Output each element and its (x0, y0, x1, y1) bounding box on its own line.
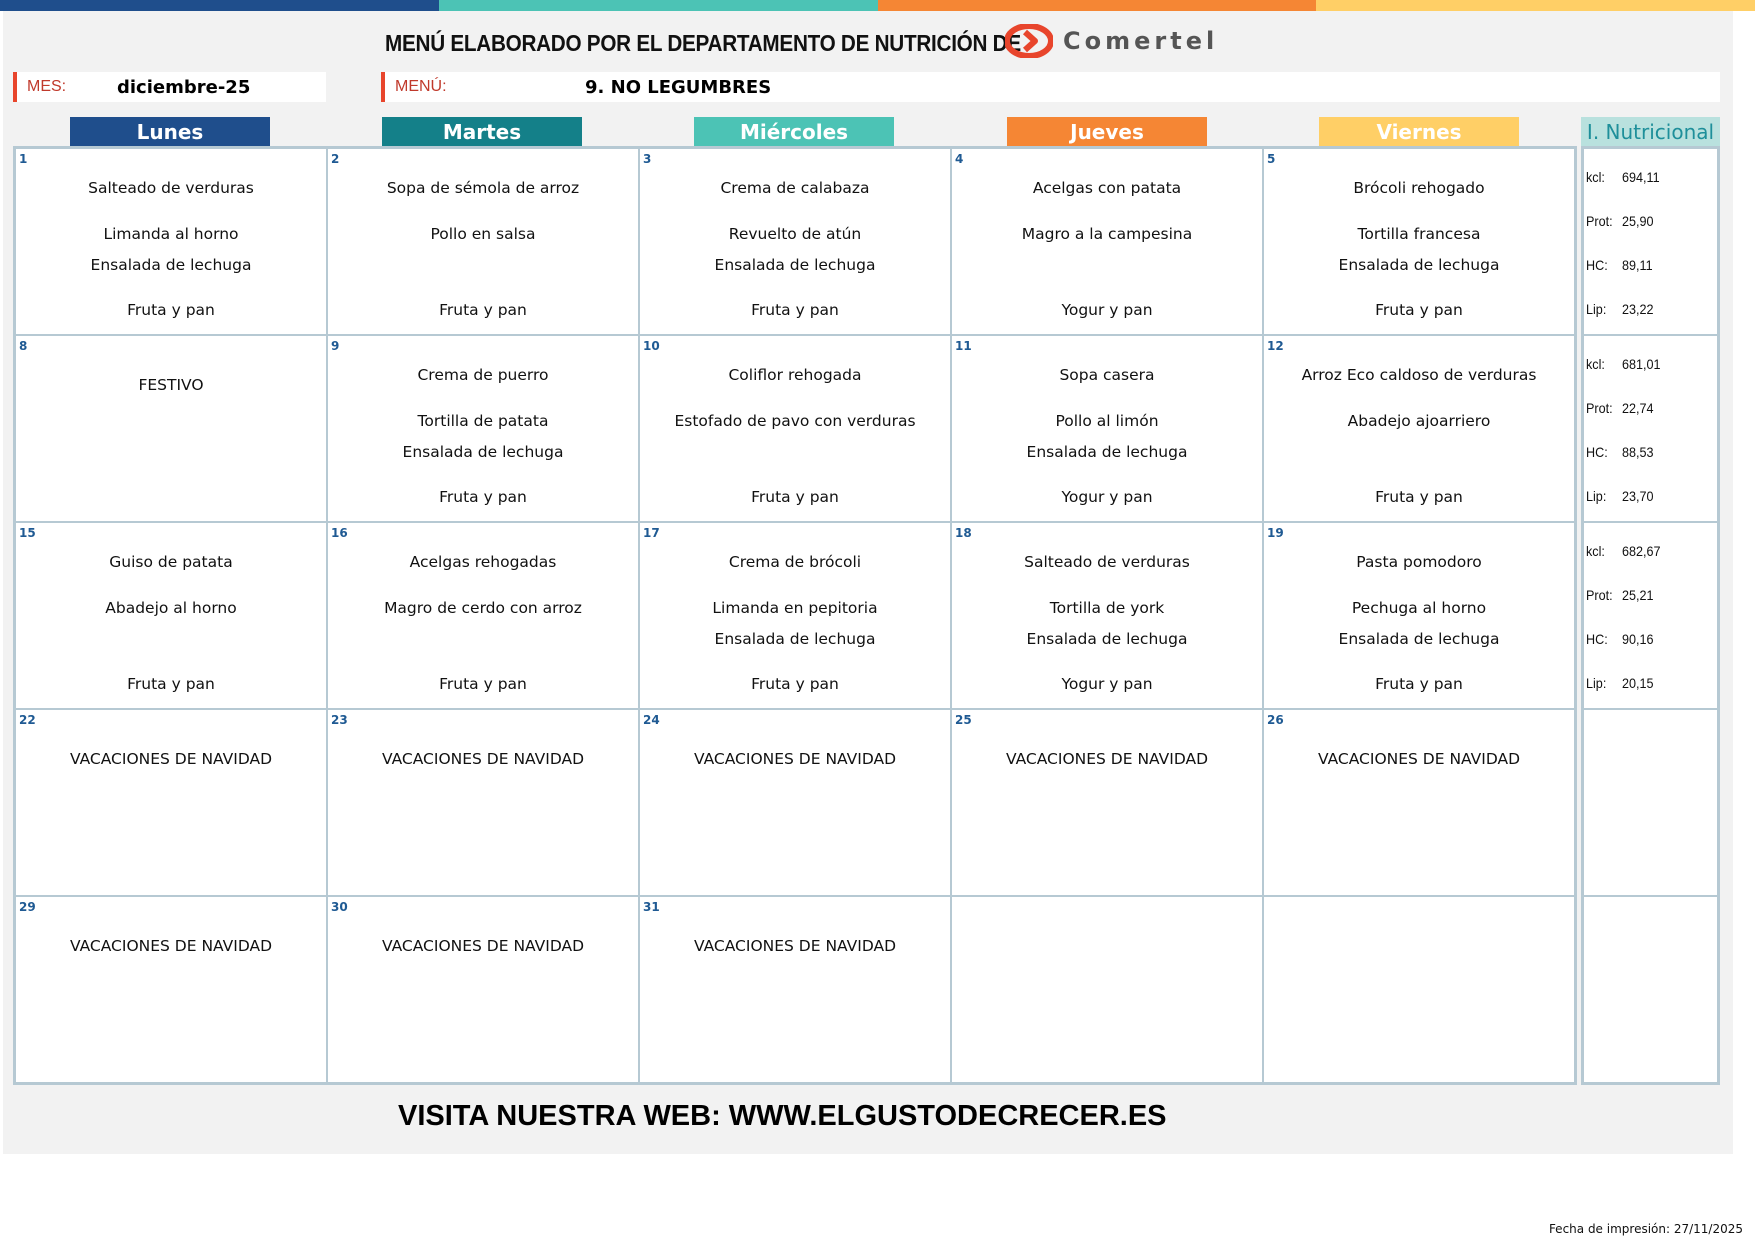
day-cell (327, 148, 639, 335)
menu-field (381, 72, 1720, 102)
nutrition-line-kcl (1586, 356, 1661, 372)
day-cell (15, 709, 327, 896)
day-number: 4 (955, 152, 964, 166)
nutrition-line-kcl (1586, 169, 1660, 185)
day-cell (15, 896, 327, 1083)
nutrition-header: I. Nutricional (1581, 117, 1720, 147)
day-header-viernes: Viernes (1319, 117, 1519, 147)
dish-item: VACACIONES DE NAVIDAD (693, 750, 897, 768)
dish-item: VACACIONES DE NAVIDAD (381, 937, 585, 955)
nutrition-value: 694,11 (1622, 169, 1660, 185)
day-header-jueves: Jueves (1007, 117, 1207, 147)
day-cell (951, 522, 1263, 709)
nutrition-cell (1583, 522, 1718, 709)
day-cell (15, 148, 327, 335)
day-cell (327, 522, 639, 709)
day-number: 3 (643, 152, 652, 166)
dish-item: VACACIONES DE NAVIDAD (381, 750, 585, 768)
dish-item: Yogur y pan (1061, 301, 1153, 319)
nutrition-label: Prot: (1586, 587, 1613, 603)
day-cell (639, 709, 951, 896)
dish-item: Crema de puerro (417, 366, 549, 384)
dish-item: Limanda al horno (103, 225, 239, 243)
nutrition-label: kcl: (1586, 356, 1605, 372)
day-cell (1263, 709, 1575, 896)
dish-item: Pollo en salsa (430, 225, 536, 243)
nutrition-value: 23,22 (1622, 301, 1654, 317)
dish-item: VACACIONES DE NAVIDAD (69, 937, 273, 955)
nutrition-label: Prot: (1586, 213, 1613, 229)
nutrition-label: Lip: (1586, 675, 1607, 691)
nutrition-cell (1583, 896, 1718, 1083)
nutrition-cell (1583, 335, 1718, 522)
dish-item: Brócoli rehogado (1353, 179, 1485, 197)
nutrition-value: 20,15 (1622, 675, 1654, 691)
day-number: 10 (643, 339, 660, 353)
dish-item: Fruta y pan (439, 675, 527, 693)
dish-item: Ensalada de lechuga (1338, 256, 1500, 274)
dish-item: Abadejo ajoarriero (1347, 412, 1491, 430)
dish-item: Fruta y pan (127, 301, 215, 319)
day-cell (1263, 148, 1575, 335)
day-number: 8 (19, 339, 28, 353)
day-cell (639, 335, 951, 522)
day-number: 15 (19, 526, 36, 540)
dish-item: Magro a la campesina (1021, 225, 1193, 243)
day-number: 19 (1267, 526, 1284, 540)
comertel-logo-icon (1005, 24, 1053, 58)
nutrition-line-hc (1586, 631, 1654, 647)
nutrition-line-lip (1586, 675, 1654, 691)
dish-item: Fruta y pan (1375, 675, 1463, 693)
day-cell (951, 148, 1263, 335)
dish-item: Fruta y pan (751, 675, 839, 693)
nutrition-value: 90,16 (1622, 631, 1654, 647)
dish-item: Salteado de verduras (88, 179, 254, 197)
nutrition-label: HC: (1586, 257, 1608, 273)
day-cell (327, 335, 639, 522)
day-number: 18 (955, 526, 972, 540)
dish-item: Tortilla de york (1049, 599, 1165, 617)
dish-item: VACACIONES DE NAVIDAD (69, 750, 273, 768)
day-number: 12 (1267, 339, 1284, 353)
dish-item: Fruta y pan (439, 301, 527, 319)
website-banner: VISITA NUESTRA WEB: WWW.ELGUSTODECRECER.ES (398, 1100, 1167, 1132)
dish-item: Tortilla de patata (417, 412, 549, 430)
nutrition-cell (1583, 148, 1718, 335)
nutrition-value: 25,21 (1622, 587, 1654, 603)
day-number: 23 (331, 713, 348, 727)
nutrition-line-lip (1586, 488, 1654, 504)
day-cell (951, 335, 1263, 522)
dish-item: Fruta y pan (127, 675, 215, 693)
dish-item: Pollo al limón (1055, 412, 1159, 430)
dish-item: Ensalada de lechuga (1026, 443, 1188, 461)
top-bar-segment-yellow (1316, 0, 1755, 11)
top-bar-segment-teal (439, 0, 878, 11)
day-cell (15, 335, 327, 522)
day-cell (1263, 522, 1575, 709)
day-number: 1 (19, 152, 28, 166)
nutrition-line-hc (1586, 444, 1654, 460)
title-row (385, 28, 1092, 58)
dish-item: FESTIVO (138, 376, 204, 394)
dish-item: Ensalada de lechuga (402, 443, 564, 461)
comertel-logo (1005, 24, 1218, 58)
day-header-miercoles: Miércoles (694, 117, 894, 147)
nutrition-label: Prot: (1586, 400, 1613, 416)
day-number: 31 (643, 900, 660, 914)
menu-label: MENÚ: (395, 78, 447, 95)
top-bar-segment-blue (0, 0, 439, 11)
top-bar-segment-orange (878, 0, 1317, 11)
dish-item: Ensalada de lechuga (1338, 630, 1500, 648)
nutrition-value: 25,90 (1622, 213, 1654, 229)
nutrition-label: Lip: (1586, 301, 1607, 317)
dish-item: Estofado de pavo con verduras (674, 412, 916, 430)
dish-item: Fruta y pan (751, 301, 839, 319)
dish-item: Sopa de sémola de arroz (386, 179, 580, 197)
dish-item: Crema de brócoli (728, 553, 862, 571)
nutrition-label: HC: (1586, 631, 1608, 647)
nutrition-line-prot (1586, 213, 1654, 229)
day-number: 22 (19, 713, 36, 727)
nutrition-line-prot (1586, 587, 1654, 603)
menu-calendar-grid (13, 146, 1577, 1085)
day-cell (951, 896, 1263, 1083)
dish-item: Sopa casera (1059, 366, 1155, 384)
day-number: 17 (643, 526, 660, 540)
nutrition-line-kcl (1586, 543, 1661, 559)
nutrition-label: kcl: (1586, 543, 1605, 559)
day-number: 25 (955, 713, 972, 727)
dish-item: Acelgas rehogadas (409, 553, 557, 571)
day-cell (1263, 335, 1575, 522)
day-number: 30 (331, 900, 348, 914)
nutrition-value: 23,70 (1622, 488, 1654, 504)
dish-item: Yogur y pan (1061, 488, 1153, 506)
nutrition-value: 89,11 (1622, 257, 1653, 273)
day-number: 11 (955, 339, 972, 353)
dish-item: Fruta y pan (1375, 488, 1463, 506)
dish-item: Magro de cerdo con arroz (384, 599, 582, 617)
print-date: Fecha de impresión: 27/11/2025 (1548, 1222, 1743, 1236)
dish-item: VACACIONES DE NAVIDAD (693, 937, 897, 955)
dish-item: Fruta y pan (1375, 301, 1463, 319)
dish-item: Crema de calabaza (720, 179, 870, 197)
nutrition-value: 88,53 (1622, 444, 1654, 460)
dish-item: Yogur y pan (1061, 675, 1153, 693)
day-number: 2 (331, 152, 340, 166)
day-cell (1263, 896, 1575, 1083)
day-number: 9 (331, 339, 340, 353)
dish-item: Fruta y pan (439, 488, 527, 506)
dish-item: Fruta y pan (751, 488, 839, 506)
logo-text: Comertel (1063, 27, 1219, 55)
dish-item: Ensalada de lechuga (714, 256, 876, 274)
day-cell (639, 522, 951, 709)
day-cell (327, 896, 639, 1083)
menu-value: 9. NO LEGUMBRES (585, 76, 772, 98)
nutrition-line-lip (1586, 301, 1654, 317)
nutrition-line-hc (1586, 257, 1653, 273)
day-number: 26 (1267, 713, 1284, 727)
day-number: 29 (19, 900, 36, 914)
dish-item: Coliflor rehogada (728, 366, 862, 384)
dish-item: Ensalada de lechuga (714, 630, 876, 648)
month-value: diciembre-25 (117, 76, 251, 98)
day-number: 16 (331, 526, 348, 540)
dish-item: Pasta pomodoro (1356, 553, 1482, 571)
dish-item: Pechuga al horno (1351, 599, 1487, 617)
dish-item: Salteado de verduras (1024, 553, 1190, 571)
dish-item: Ensalada de lechuga (1026, 630, 1188, 648)
month-label: MES: (27, 78, 67, 95)
nutrition-value: 681,01 (1622, 356, 1661, 372)
day-cell (327, 709, 639, 896)
dish-item: Acelgas con patata (1032, 179, 1182, 197)
day-cell (951, 709, 1263, 896)
dish-item: Tortilla francesa (1357, 225, 1481, 243)
nutrition-cell (1583, 709, 1718, 896)
day-number: 5 (1267, 152, 1276, 166)
dish-item: Arroz Eco caldoso de verduras (1301, 366, 1537, 384)
nutrition-line-prot (1586, 400, 1654, 416)
day-cell (639, 148, 951, 335)
dish-item: Ensalada de lechuga (90, 256, 252, 274)
dish-item: Guiso de patata (109, 553, 233, 571)
nutrition-label: kcl: (1586, 169, 1605, 185)
nutrition-label: HC: (1586, 444, 1608, 460)
day-cell (15, 522, 327, 709)
day-header-lunes: Lunes (70, 117, 270, 147)
dish-item: Limanda en pepitoria (712, 599, 878, 617)
top-color-bar (0, 0, 1755, 11)
month-field (13, 72, 326, 102)
nutrition-label: Lip: (1586, 488, 1607, 504)
nutrition-value: 682,67 (1622, 543, 1661, 559)
day-header-martes: Martes (382, 117, 582, 147)
day-number: 24 (643, 713, 660, 727)
page-title: MENÚ ELABORADO POR EL DEPARTAMENTO DE NUTRICIÓN DE (385, 29, 1021, 56)
dish-item: VACACIONES DE NAVIDAD (1005, 750, 1209, 768)
dish-item: Revuelto de atún (728, 225, 862, 243)
nutrition-value: 22,74 (1622, 400, 1654, 416)
day-cell (639, 896, 951, 1083)
nutrition-column (1581, 146, 1720, 1085)
dish-item: VACACIONES DE NAVIDAD (1317, 750, 1521, 768)
dish-item: Abadejo al horno (105, 599, 237, 617)
